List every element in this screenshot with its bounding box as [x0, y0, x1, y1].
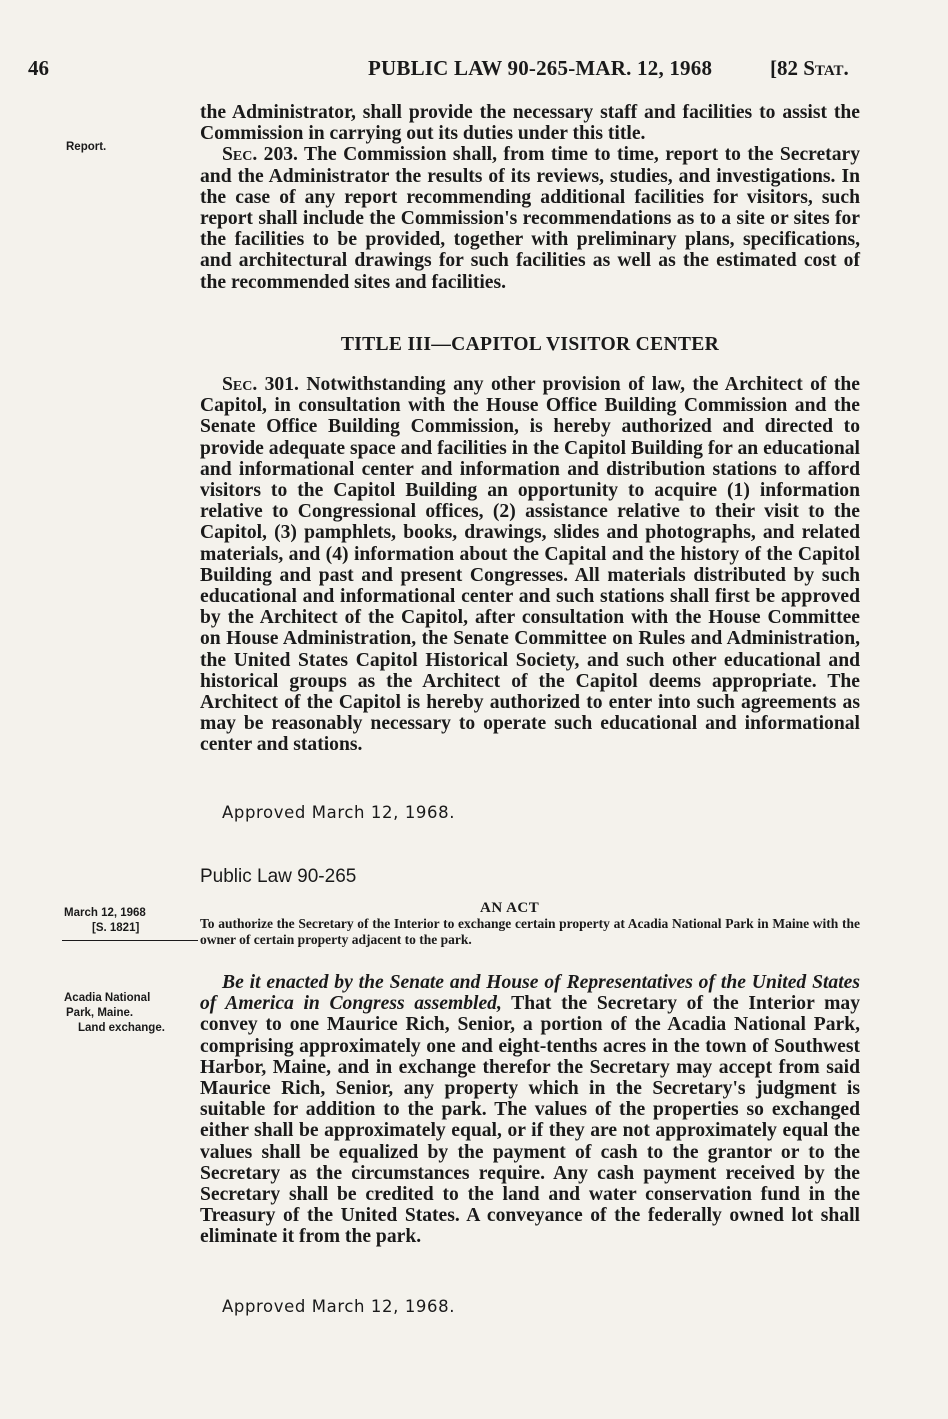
section-203-text: The Commission shall, from time to time, report to the Secretary and the Administrator the results of its reviews, studies, and investigations. In the case of any report recommending additional facilities for visitors, such report shall include the Commission's recommendations as to a site or sites for the facilities to be provided, together with preliminary plans, specifications, and architectural drawings for such facilities as well as the estimated cost of the recommended sites and facilities.: [200, 144, 861, 293]
public-law-label: Public Law 90-265: [200, 866, 357, 887]
approved-date-1: Approved March 12, 1968.: [222, 803, 456, 822]
section-203: [200, 144, 860, 292]
margin-rule: [62, 940, 198, 941]
running-title: PUBLIC LAW 90-265-MAR. 12, 1968: [368, 56, 713, 80]
margin-note-date: March 12, 1968: [64, 907, 146, 919]
enacting-text: That the Secretary of the Interior may convey to one Maurice Rich, Senior, a portion of the Acadia National Park, comprising approximately one and eight-tenths acres in the town of Southwest Harbor, Maine, and in exchange therefor the Secretary may accept from said Maurice Rich, Senior, any property which in the Secretary's judgment is suitable for addition to the park. The values of the properties so exchanged either shall be approximately equal, or if they are not approximately equal the values shall be equalized by the payment of cash to the grantor or to the Secretary as the circumstances require. Any cash payment received by the Secretary shall be credited to the land and water conservation fund in the Treasury of the United States. A conveyance of the federally owned lot shall eliminate it from the park.: [200, 993, 860, 1248]
enacting-block: [200, 972, 860, 1248]
section-203-label: Sec. 203.: [222, 144, 298, 166]
statute-word: Stat.: [803, 56, 849, 80]
enacting-italic: Be it enacted by the Senate and House of Representatives of the United States of America in Congress assembled,: [200, 972, 860, 1015]
act-title: To authorize the Secretary of the Interior to exchange certain property at Acadia National Park in Maine with the owner of certain property adjacent to the park.: [200, 916, 860, 947]
statute-bracket: [: [770, 56, 777, 80]
section-202-203-block: [200, 102, 860, 293]
statute-volume: 82: [777, 56, 804, 80]
margin-note-report: Report.: [66, 141, 107, 153]
section-301-label: Sec. 301.: [222, 374, 299, 395]
page-number: 46: [28, 56, 49, 80]
section-301: [200, 374, 860, 756]
enacting-clause: [200, 972, 860, 1248]
margin-note-subject-2: Park, Maine.: [66, 1007, 134, 1019]
an-act-label: AN ACT: [480, 900, 540, 916]
approved-date-2: Approved March 12, 1968.: [222, 1297, 456, 1316]
margin-note-subject-3: Land exchange.: [78, 1022, 165, 1034]
margin-note-bill: [S. 1821]: [92, 922, 140, 934]
margin-note-subject-1: Acadia National: [64, 992, 151, 1004]
title-iii-heading: TITLE III—CAPITOL VISITOR CENTER: [340, 334, 720, 355]
section-301-block: [200, 374, 860, 756]
section-301-text: Notwithstanding any other provision of law, the Architect of the Capitol, in consultation with the House Office Building Commission and the Senate Office Building Commission, is hereby authorized and directed to provide adequate space and facilities in the Capitol Building for an educational and informational center and information and distribution stations to afford visitors to the Capitol Building an opportunity to acquire (1) information relative to Congressional offices, (2) assistance relative to their visit to the Capitol, (3) pamphlets, books, drawings, slides and photographs, and related materials, and (4) information about the Capital and the history of the Capitol Building and past and present Congresses. All materials distributed by such educational and informational center and such stations shall first be approved by the Architect of the Capitol, after consultation with the House Committee on House Administration, the Senate Committee on Rules and Administration, the United States Capitol Historical Society, and such other educational and historical groups as the Architect of the Capitol deems appropriate. The Architect of the Capitol is hereby authorized to enter into such agreements as may be reasonably necessary to operate such educational and informational center and stations.: [200, 374, 861, 756]
section-202-tail: the Administrator, shall provide the necessary staff and facilities to assist the Commission in carrying out its duties under this title.: [200, 102, 860, 145]
statute-reference: [770, 56, 849, 81]
